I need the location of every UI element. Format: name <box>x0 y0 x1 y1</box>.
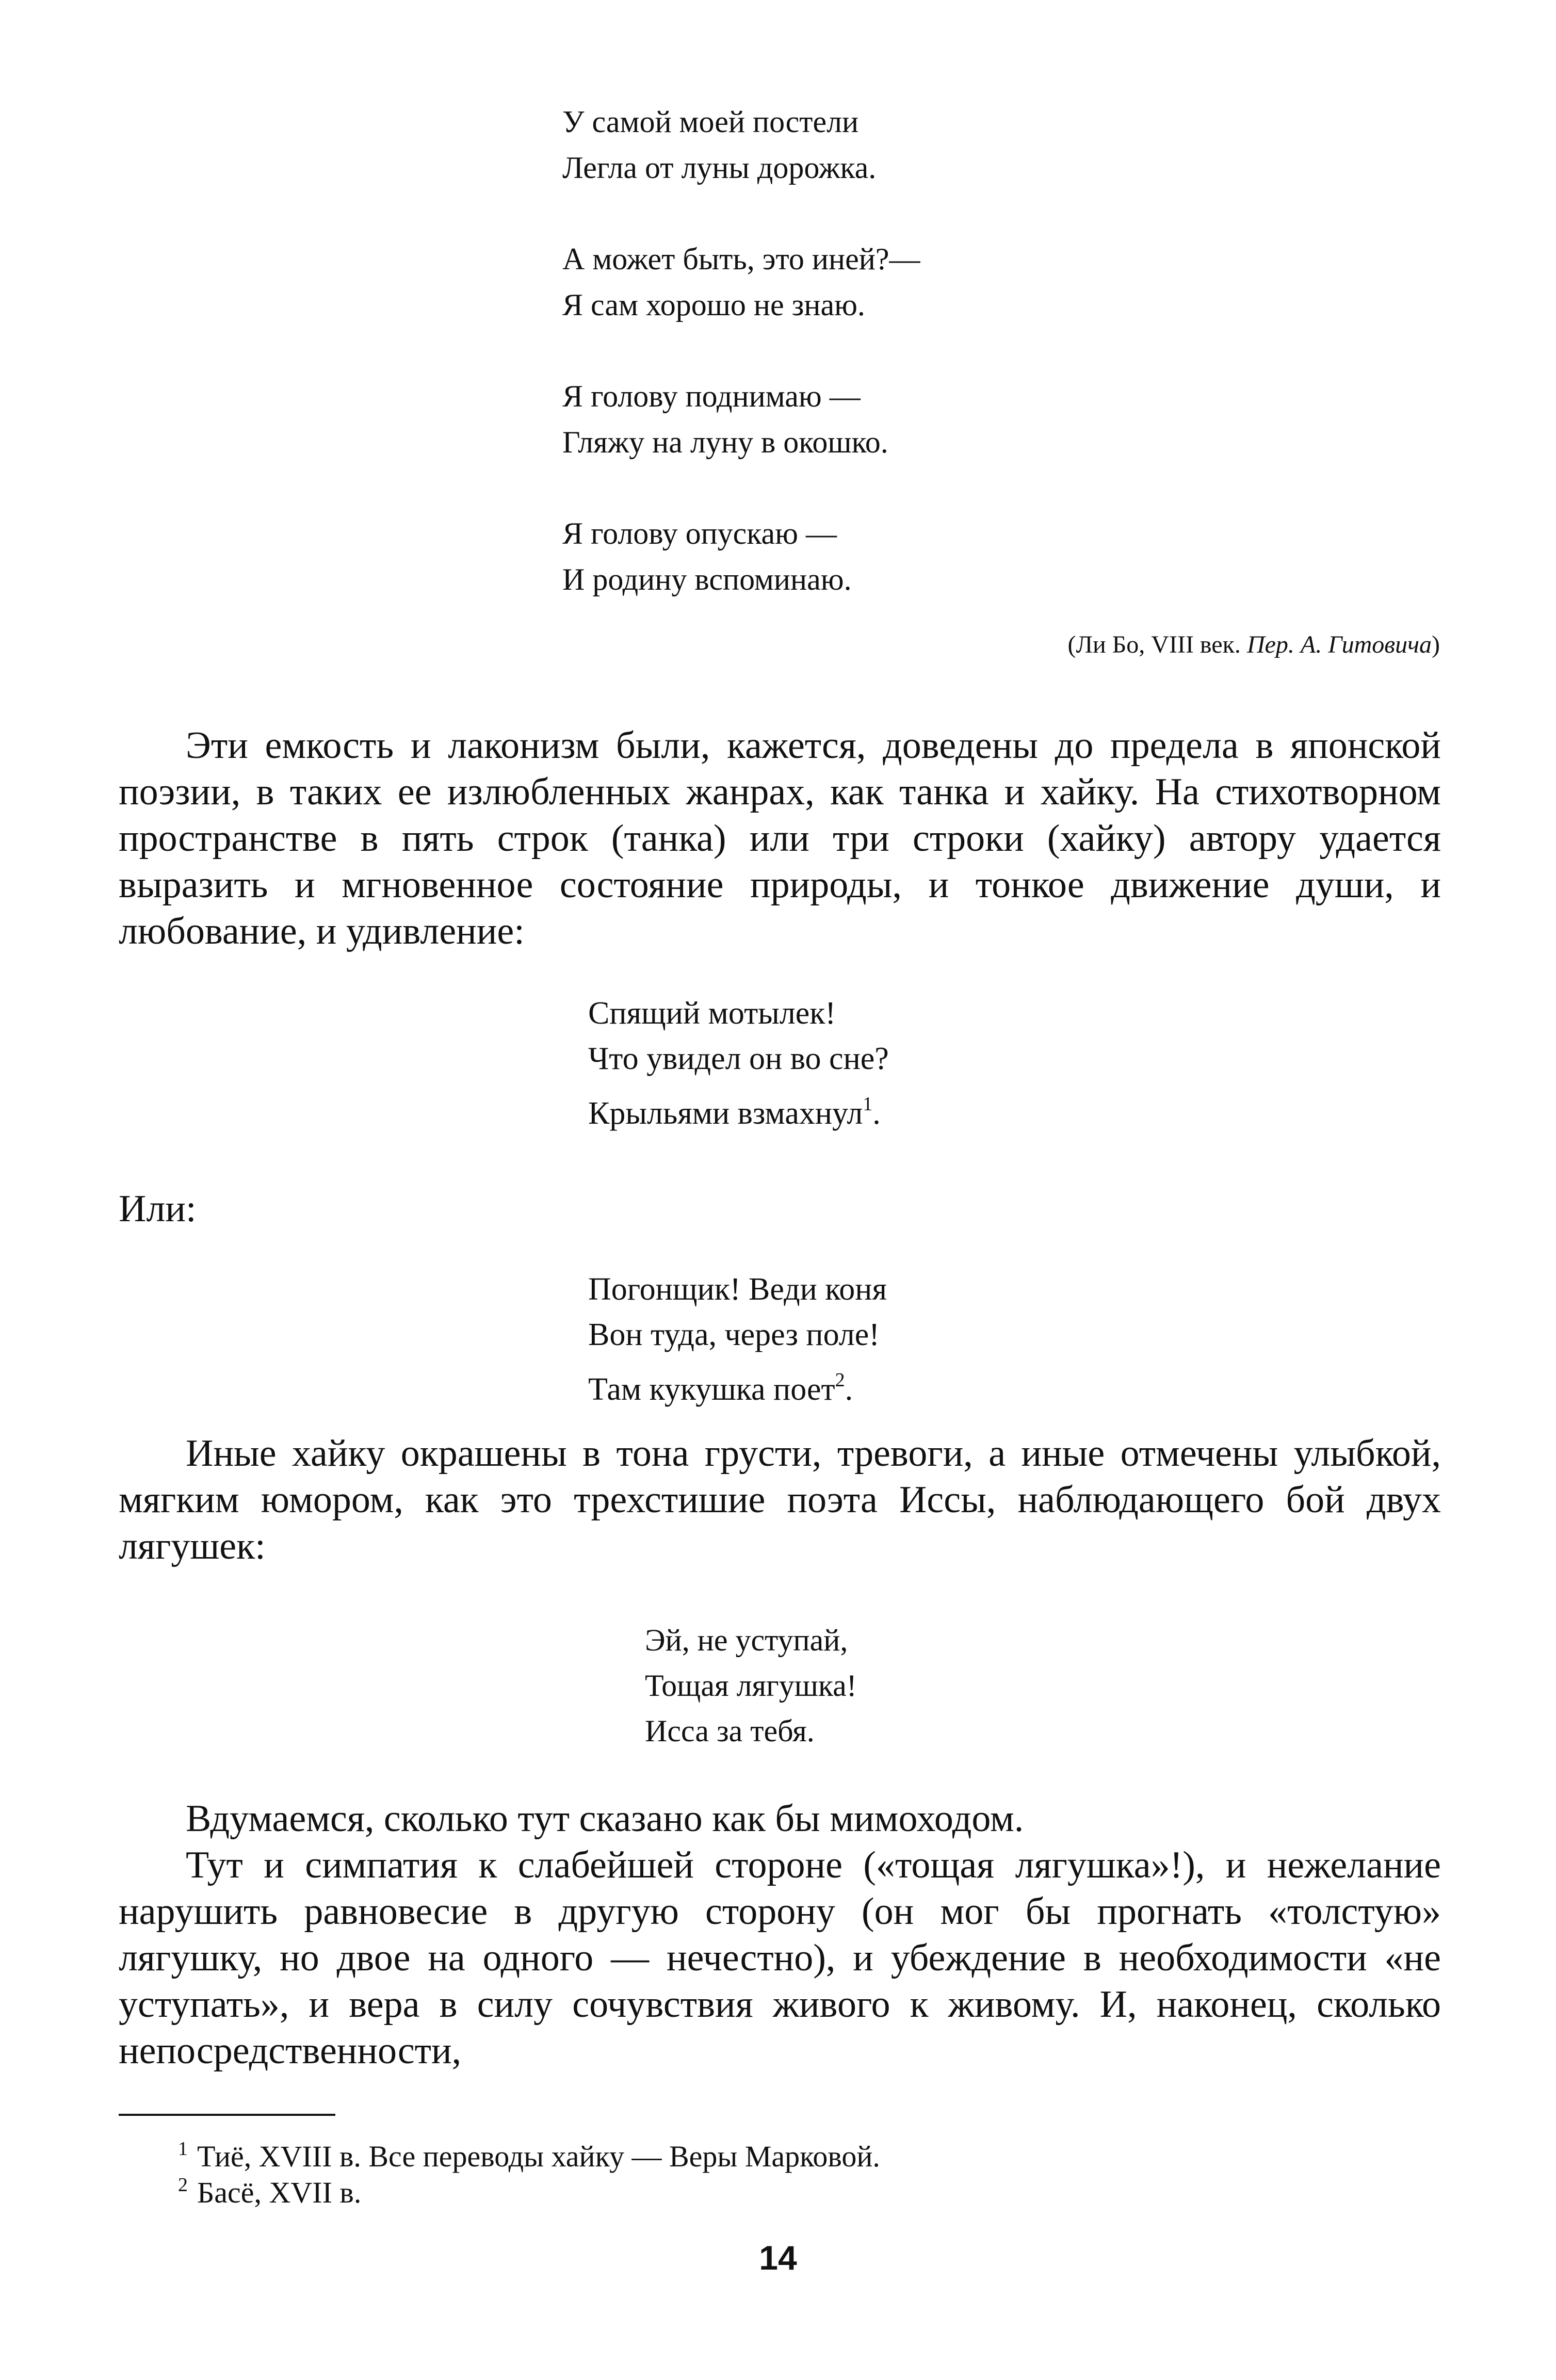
paragraph-group <box>119 1795 1441 2074</box>
paragraph <box>119 1842 1441 2074</box>
stanza-gap <box>562 191 920 236</box>
poem-line: Я голову поднимаю — <box>562 379 861 413</box>
poem-line-end: . <box>845 1372 853 1407</box>
paragraph <box>119 722 1441 954</box>
paragraph-text: Вдумаемся, сколько тут сказано как бы мимоходом. <box>186 1798 1024 1840</box>
footnote-text: Тиё, XVIII в. Все переводы хайку — Веры Марковой. <box>197 2140 880 2173</box>
poem-line: Что увидел он во сне? <box>588 1041 889 1076</box>
poem-line: Я сам хорошо не знаю. <box>562 288 865 322</box>
poem-attribution <box>1068 630 1440 659</box>
footnote-mark: 2 <box>178 2174 188 2196</box>
haiku-cuckoo <box>588 1267 887 1412</box>
poem-line: Погонщик! Веди коня <box>588 1272 887 1307</box>
transition-word: Или: <box>119 1188 197 1230</box>
paragraph-text: Эти емкость и лаконизм были, кажется, доведены до предела в японской поэзии, в таких ее излюбленных жанрах, как танка и хайку. На стихотворном пространстве в пять строк (танка) или три строки (хайку) автору удается выразить и мгновенное состояние природы, и тонкое движение души, и любование, и удивление: <box>119 724 1441 952</box>
poem-line <box>588 1081 889 1136</box>
stanza-gap <box>562 465 920 511</box>
attribution-close: ) <box>1432 631 1440 658</box>
haiku-frog <box>645 1617 857 1754</box>
haiku-butterfly <box>588 991 889 1136</box>
footnote-divider <box>119 2114 335 2116</box>
attribution-translator: Пер. А. Гитовича <box>1246 631 1432 658</box>
poem-line: Легла от луны дорожка. <box>562 151 877 185</box>
poem-line: У самой моей постели <box>562 105 859 139</box>
footnote-ref: 1 <box>863 1093 873 1115</box>
paragraph-text: Иные хайку окрашены в тона грусти, тревоги, а иные отмечены улыбкой, мягким юмором, как это трехстишие поэта Иссы, наблюдающего бой двух лягушек: <box>119 1432 1441 1567</box>
poem-line: Я голову опускаю — <box>562 516 837 551</box>
paragraph-text: Тут и симпатия к слабейшей стороне («тощая лягушка»!), и нежелание нарушить равновесие в другую сторону (он мог бы прогнать «толстую» лягушку, но двое на одного — нечестно), и убеждение в необходимости «не уступать», и вера в силу сочувствия живого к живому. И, наконец, сколько непосредственности, <box>119 1844 1441 2072</box>
poem-line: А может быть, это иней?— <box>562 242 920 276</box>
page-number: 14 <box>759 2239 797 2277</box>
poem-line: И родину вспоминаю. <box>562 562 852 596</box>
poem-line <box>588 1357 887 1412</box>
footnote-ref: 2 <box>835 1369 845 1391</box>
poem-line: Спящий мотылек! <box>588 996 836 1031</box>
poem-line-text: Крыльями взмахнул <box>588 1096 863 1131</box>
poem-li-bo <box>562 99 920 603</box>
paragraph <box>119 1795 1441 1842</box>
poem-line: Гляжу на луну в окошко. <box>562 425 888 459</box>
footnote-mark: 1 <box>178 2138 188 2160</box>
poem-line: Тощая лягушка! <box>645 1669 857 1703</box>
poem-line: Вон туда, через поле! <box>588 1317 880 1352</box>
poem-line-text: Там кукушка поет <box>588 1372 835 1407</box>
footnote-text: Басё, XVII в. <box>197 2176 362 2209</box>
footnote <box>178 2167 361 2211</box>
poem-line-end: . <box>872 1096 881 1131</box>
paragraph <box>119 1430 1441 1569</box>
poem-line: Исса за тебя. <box>645 1714 815 1748</box>
poem-line: Эй, не уступай, <box>645 1623 848 1657</box>
stanza-gap <box>562 328 920 374</box>
attribution-source: (Ли Бо, VIII век. <box>1067 631 1241 658</box>
